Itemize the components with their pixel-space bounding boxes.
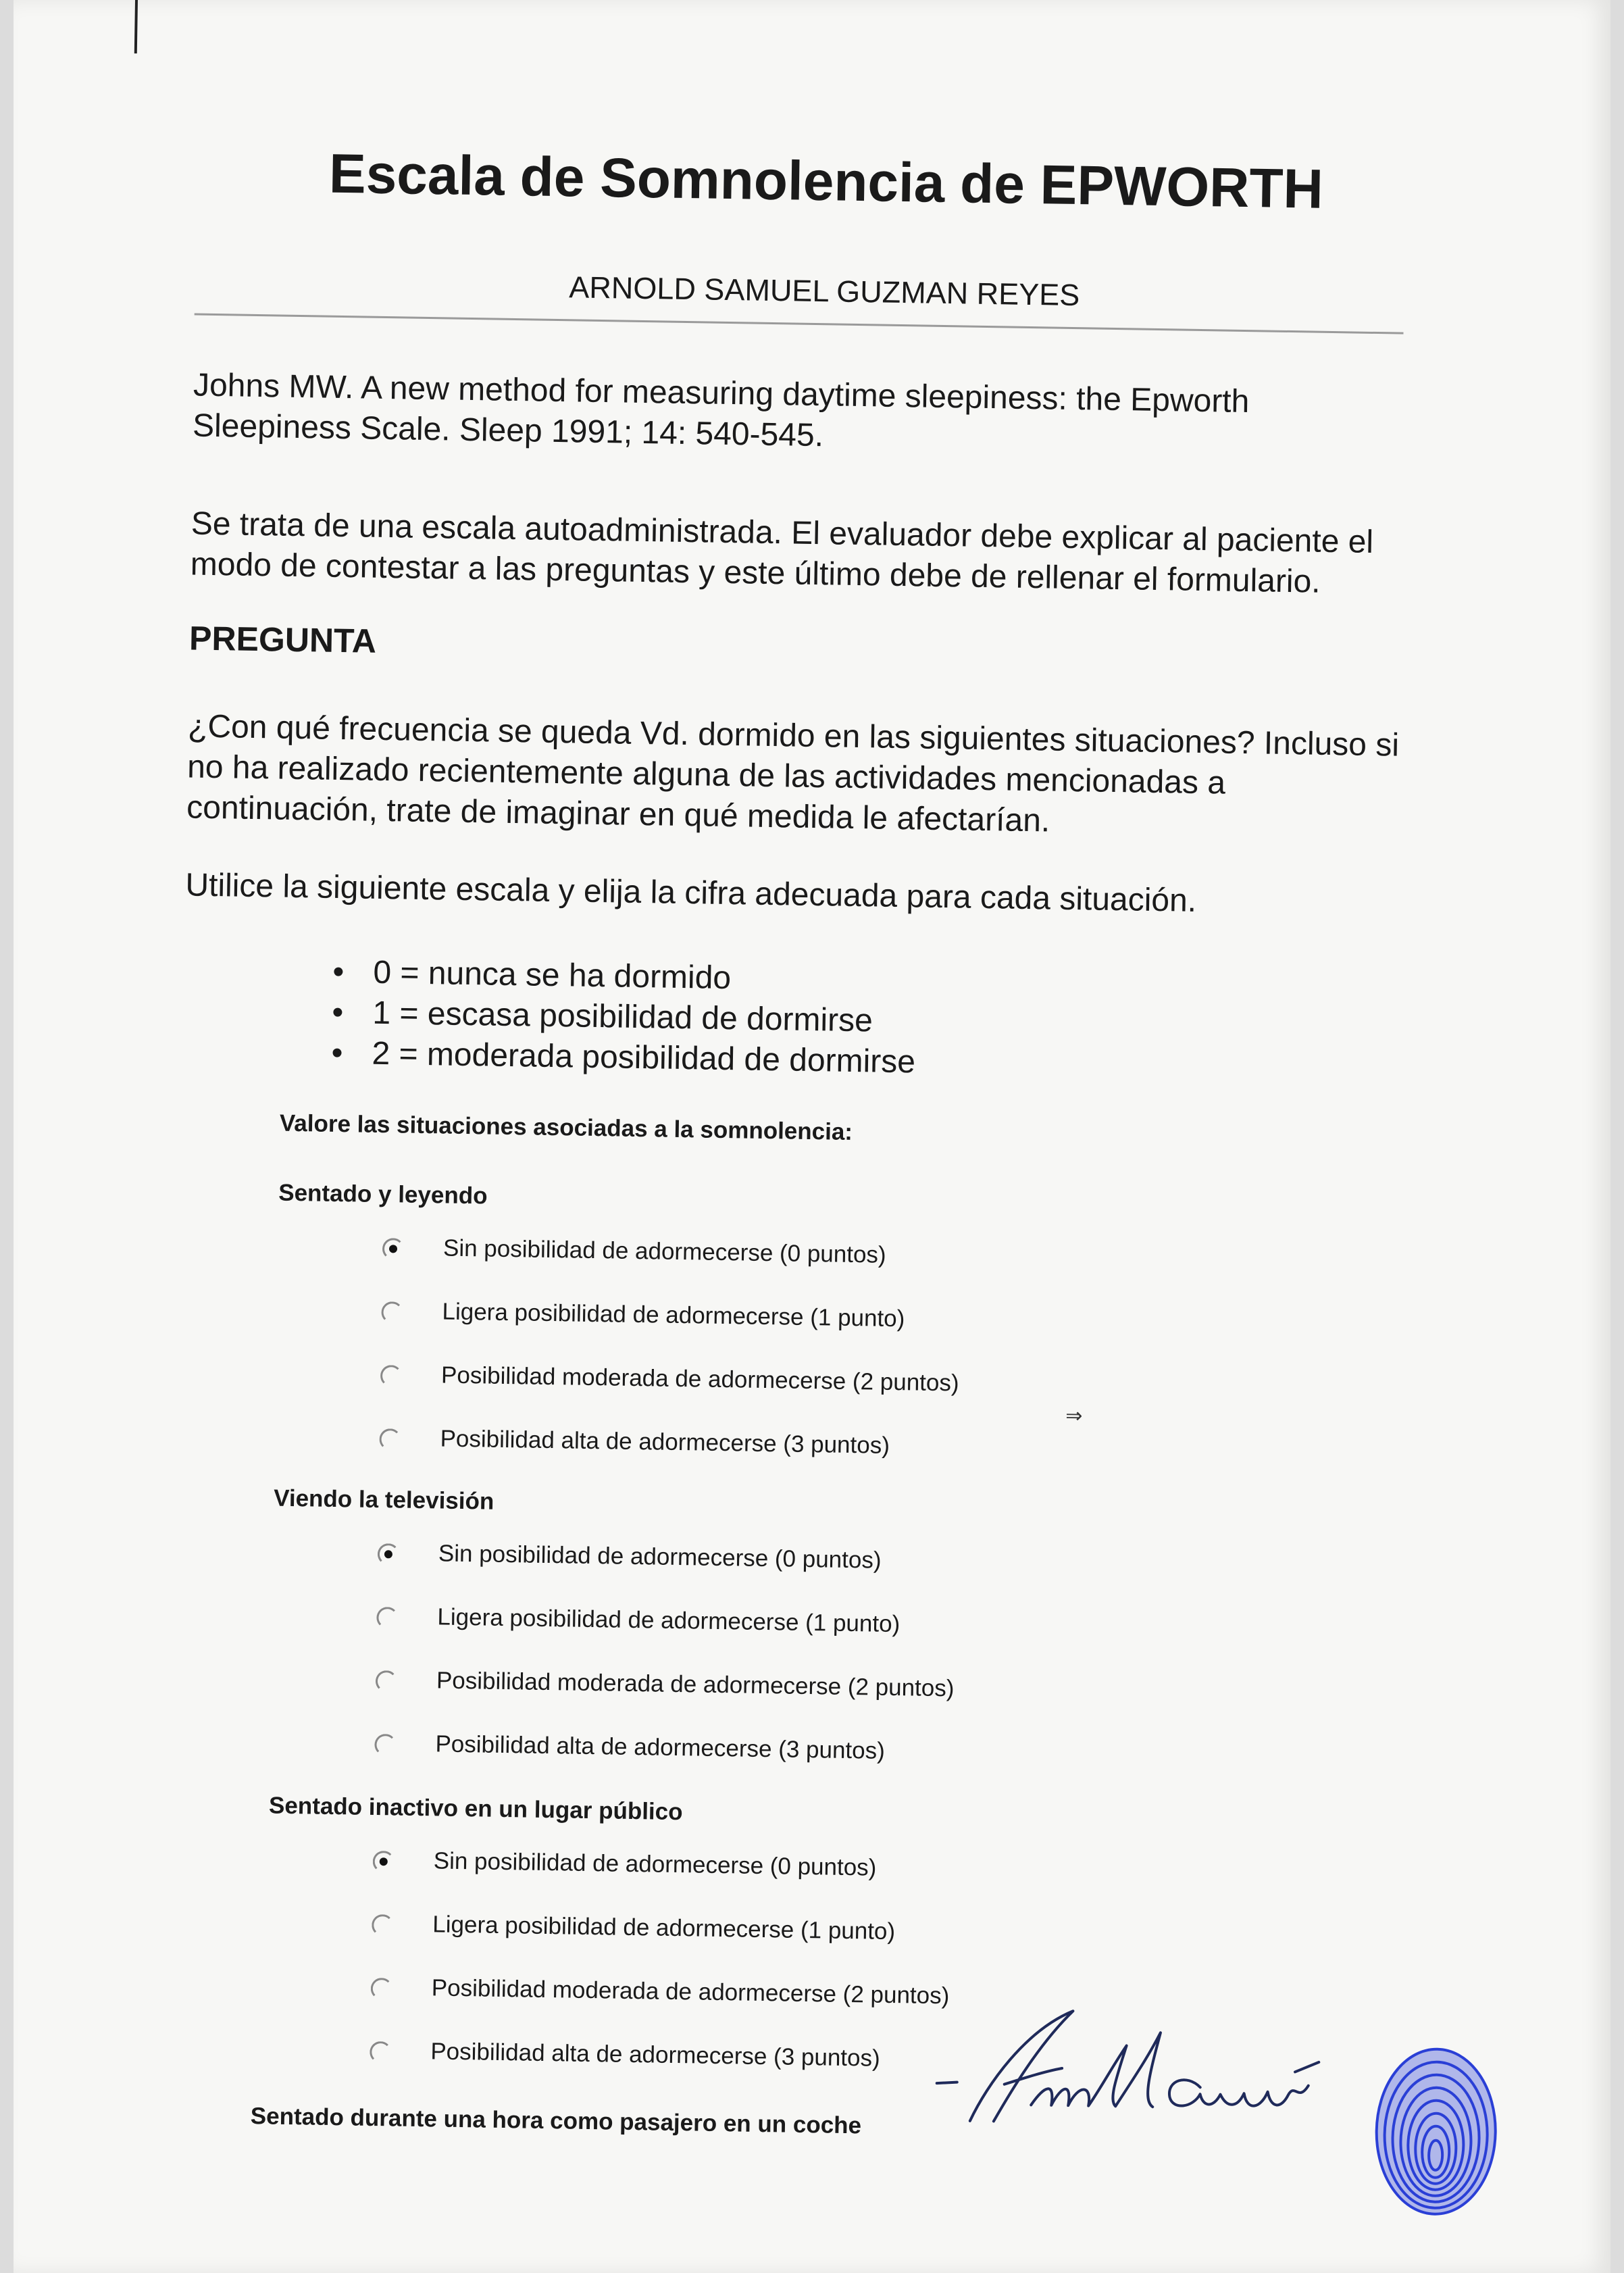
- option-label: Sin posibilidad de adormecerse (0 puntos): [433, 1847, 877, 1881]
- document-title: Escala de Somnolencia de EPWORTH: [328, 143, 1324, 220]
- divider: [195, 314, 1404, 334]
- radio-unchecked-icon[interactable]: [379, 1428, 401, 1450]
- situation-reading: [274, 1179, 959, 1493]
- radio-option[interactable]: [276, 1298, 905, 1366]
- author-name: ARNOLD SAMUEL GUZMAN REYES: [569, 270, 1080, 313]
- option-label: Ligera posibilidad de adormecerse (1 punto): [442, 1298, 905, 1332]
- scale-item-text: 1 = escasa posibilidad de dormirse: [372, 995, 873, 1039]
- radio-unchecked-icon[interactable]: [372, 1914, 393, 1936]
- bullet-icon: •: [332, 953, 345, 991]
- option-label: Posibilidad alta de adormecerse (3 puntos): [435, 1730, 886, 1764]
- radio-unchecked-icon[interactable]: [376, 1607, 398, 1628]
- radio-option[interactable]: [270, 1667, 955, 1734]
- radio-option[interactable]: [271, 1603, 900, 1671]
- radio-checked-icon[interactable]: [373, 1851, 395, 1872]
- situation-question: Sentado inactivo en un lugar público: [268, 1792, 683, 1826]
- scale-item: [331, 1033, 915, 1083]
- bullet-icon: •: [332, 994, 344, 1031]
- radio-option[interactable]: [265, 1974, 950, 2045]
- reference-citation: Johns MW. A new method for measuring daytime sleepiness: the Epworth Sleepiness Scale. Sleep 1991; 14: 540-545.: [192, 367, 1250, 454]
- fingerprint-icon: [1371, 2043, 1502, 2220]
- radio-option[interactable]: [269, 1730, 886, 1798]
- situation-tv: [269, 1484, 955, 1798]
- radio-option[interactable]: [274, 1425, 890, 1493]
- radio-unchecked-icon[interactable]: [370, 2041, 391, 2063]
- edge-mark: [134, 0, 138, 53]
- margin-arrow-mark: ⇒: [1065, 1404, 1083, 1428]
- option-label: Sin posibilidad de adormecerse (0 puntos): [438, 1540, 882, 1574]
- radio-option[interactable]: [266, 1911, 896, 1982]
- document-content: [14, 0, 1610, 2273]
- option-label: Sin posibilidad de adormecerse (0 puntos): [442, 1234, 886, 1268]
- radio-option[interactable]: [264, 2038, 880, 2108]
- option-label: Ligera posibilidad de adormecerse (1 punto): [432, 1911, 896, 1945]
- situation-question: Viendo la televisión: [273, 1484, 494, 1515]
- option-label: Ligera posibilidad de adormecerse (1 punto): [437, 1603, 900, 1638]
- radio-unchecked-icon[interactable]: [380, 1365, 402, 1387]
- instruction-paragraph: Utilice la siguiente escala y elija la cifra adecuada para cada situación.: [185, 867, 1197, 919]
- scale-item-text: 0 = nunca se ha dormido: [373, 954, 732, 997]
- option-label: Posibilidad moderada de adormecerse (2 puntos): [431, 1974, 950, 2009]
- section-heading: PREGUNTA: [188, 619, 377, 660]
- document-page: [14, 0, 1610, 2273]
- option-label: Posibilidad moderada de adormecerse (2 puntos): [436, 1667, 955, 1702]
- radio-option[interactable]: [272, 1540, 882, 1607]
- option-label: Posibilidad alta de adormecerse (3 puntos): [430, 2038, 880, 2072]
- radio-unchecked-icon[interactable]: [371, 1978, 392, 1999]
- option-label: Posibilidad alta de adormecerse (3 puntos): [440, 1425, 890, 1459]
- radio-unchecked-icon[interactable]: [374, 1734, 396, 1755]
- option-label: Posibilidad moderada de adormecerse (2 puntos): [440, 1362, 959, 1397]
- situation-question: Sentado y leyendo: [278, 1179, 488, 1209]
- radio-checked-icon[interactable]: [382, 1238, 404, 1259]
- situation-public-place: [264, 1792, 950, 2109]
- radio-checked-icon[interactable]: [378, 1543, 399, 1565]
- intro-paragraph: Se trata de una escala autoadministrada. El evaluador debe explicar al paciente el modo de contestar a las preguntas y este último debe de rellenar el formulario.: [190, 505, 1374, 600]
- radio-option[interactable]: [277, 1234, 886, 1302]
- radio-unchecked-icon[interactable]: [376, 1670, 397, 1692]
- signature-icon: [929, 2002, 1363, 2144]
- situation-question-passenger: Sentado durante una hora como pasajero en un coche: [250, 2103, 862, 2139]
- radio-unchecked-icon[interactable]: [381, 1301, 403, 1323]
- radio-option[interactable]: [275, 1362, 959, 1429]
- scale-item-text: 2 = moderada posibilidad de dormirse: [372, 1035, 916, 1080]
- question-paragraph: ¿Con qué frecuencia se queda Vd. dormido en las siguientes situaciones? Incluso si no ha realizado recientemente alguna de las actividades mencionadas a continuación, trate de imaginar en qué medida le afectarían.: [186, 708, 1400, 839]
- radio-option[interactable]: [268, 1847, 877, 1918]
- situations-lead: Valore las situaciones asociadas a la somnolencia:: [279, 1109, 853, 1145]
- bullet-icon: •: [331, 1034, 343, 1072]
- scale-list: [331, 952, 917, 1083]
